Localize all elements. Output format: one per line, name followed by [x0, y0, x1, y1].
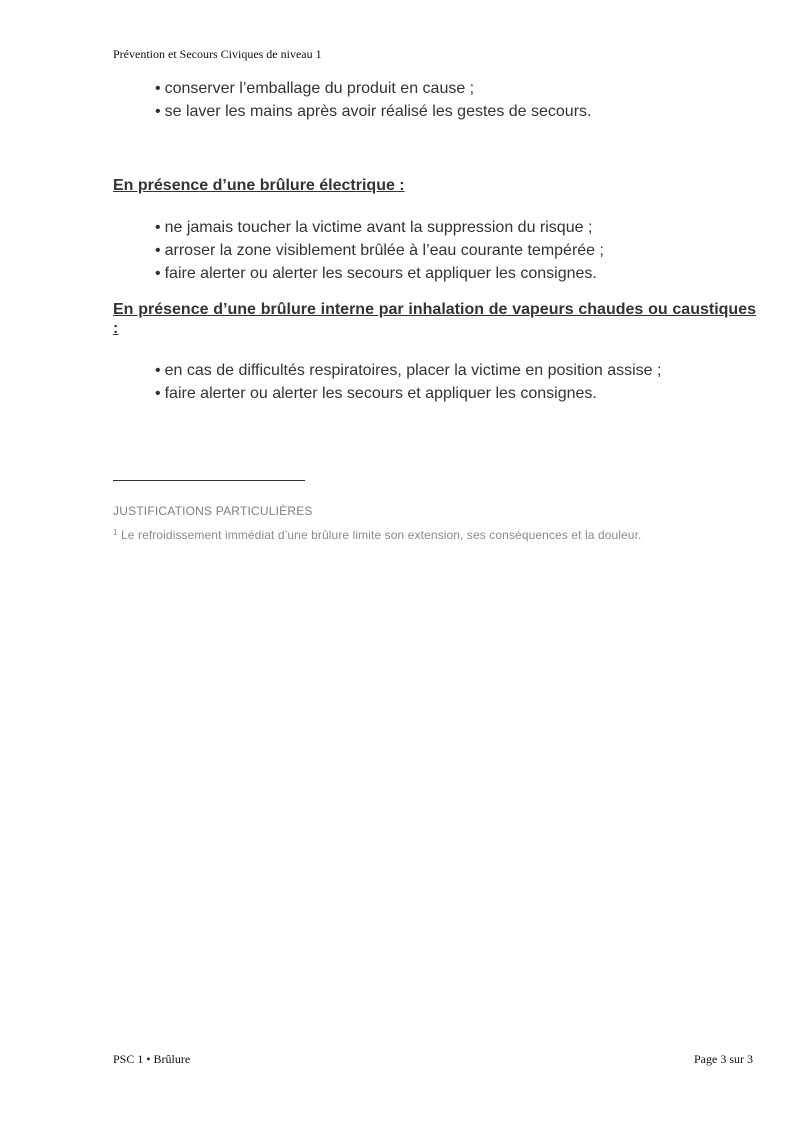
footnote-separator	[113, 480, 305, 481]
internal-burn-bullet-list	[155, 359, 755, 405]
footnote-marker: 1	[113, 528, 118, 537]
list-item: • se laver les mains après avoir réalisé les gestes de secours.	[155, 103, 592, 120]
footnote-heading: JUSTIFICATIONS PARTICULIÈRES	[113, 504, 313, 518]
list-item: • arroser la zone visiblement brûlée à l’eau courante tempérée ;	[155, 242, 604, 259]
intro-bullet-list	[155, 77, 755, 123]
list-item: • en cas de difficultés respiratoires, placer la victime en position assise ;	[155, 362, 662, 379]
section-title-electric-burn: En présence d’une brûlure électrique :	[113, 177, 405, 194]
page-header: Prévention et Secours Civiques de niveau 1	[113, 47, 322, 61]
bullet-icon: •	[155, 80, 161, 97]
list-item: • ne jamais toucher la victime avant la suppression du risque ;	[155, 219, 593, 236]
bullet-icon: •	[155, 219, 161, 236]
section-title-internal-burn: En présence d’une brûlure interne par inhalation de vapeurs chaudes ou caustiques :	[113, 301, 756, 337]
footnote-text	[113, 528, 641, 542]
bullet-icon: •	[155, 265, 161, 282]
page-footer-title: PSC 1 • Brûlure	[113, 1052, 191, 1066]
page-number: Page 3 sur 3	[694, 1052, 753, 1066]
list-item: • faire alerter ou alerter les secours et appliquer les consignes.	[155, 265, 597, 282]
bullet-icon: •	[155, 385, 161, 402]
bullet-icon: •	[155, 242, 161, 259]
bullet-icon: •	[155, 103, 161, 120]
list-item: • faire alerter ou alerter les secours et appliquer les consignes.	[155, 385, 597, 402]
footnote-body: Le refroidissement immédiat d’une brûlure limite son extension, ses conséquences et la douleur.	[117, 528, 642, 542]
bullet-icon: •	[155, 362, 161, 379]
electric-burn-bullet-list	[155, 216, 755, 285]
list-item: • conserver l’emballage du produit en cause ;	[155, 80, 475, 97]
